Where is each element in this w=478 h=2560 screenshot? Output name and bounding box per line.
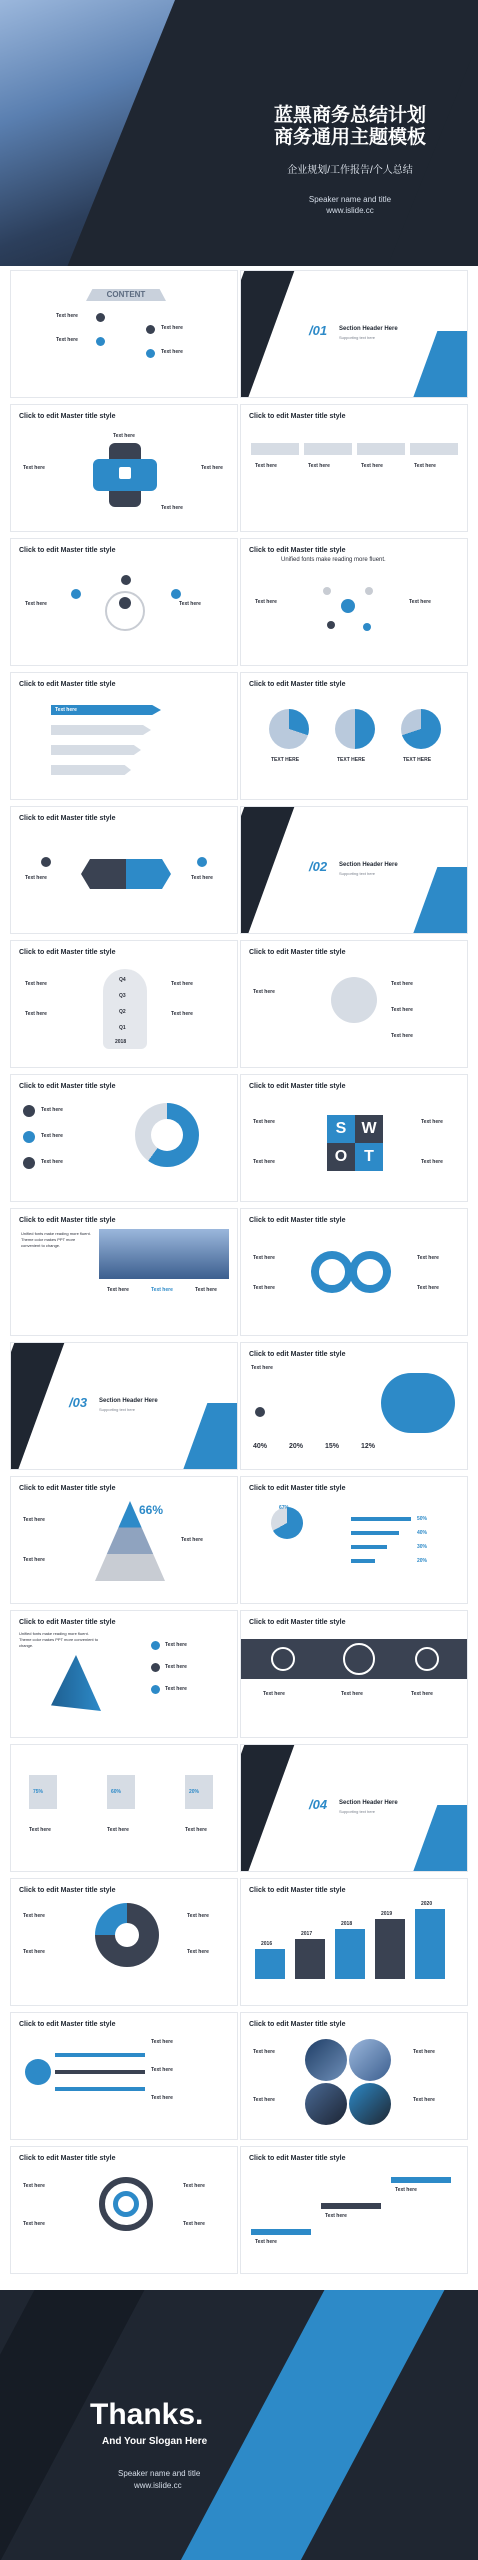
item-label: Text here [183,2221,205,2227]
item-label: Text here [413,2049,435,2055]
slide-title: Click to edit Master title style [19,681,116,688]
decor-shape [240,1745,294,1872]
year-label: 2016 [261,1941,273,1947]
plus-icon [119,467,131,479]
section-subtitle: Supporting text here [339,335,376,340]
slide-timeline-years[interactable] [240,1878,468,2006]
section-title: Section Header Here [339,1800,398,1806]
slide-four-cards[interactable] [240,404,468,532]
person-icon [119,597,131,609]
bullet-icon [96,313,105,322]
slide-infinity[interactable] [240,1208,468,1336]
slide-title: Click to edit Master title style [249,1619,346,1626]
bullet-icon [146,325,155,334]
card-header [251,443,299,455]
progress-bar [351,1517,411,1521]
slide-wheel[interactable] [10,1878,238,2006]
photo-circle [305,2039,347,2081]
slide-section-04[interactable] [240,1744,468,1872]
swot-t: T [355,1143,383,1171]
item-label: Text here [251,1365,273,1371]
progress-bar [351,1559,375,1563]
item-label: Text here [29,1827,51,1833]
quote-text: Unified fonts make reading more fluent. Theme color makes PPT more convenient to change. [21,1231,91,1248]
slide-title: Click to edit Master title style [19,547,116,554]
item-label: Text here [151,2039,173,2045]
item-label: Text here [185,1827,207,1833]
card-header [357,443,405,455]
bullet-icon [151,1685,160,1694]
bar-value: 40% [417,1530,428,1536]
cover-speaker: Speaker name and title [308,195,392,204]
step-header [321,2203,381,2209]
slide-title: Click to edit Master title style [249,413,346,420]
bullet-icon [255,1407,265,1417]
slide-title: Click to edit Master title style [19,1619,116,1626]
section-number: /02 [309,859,328,874]
swot-w: W [355,1115,383,1143]
hex-left [81,859,126,889]
item-label: Text here [41,1159,63,1165]
year-label: 2017 [301,1931,313,1937]
item-label: Text here [107,1827,129,1833]
item-label: Text here [417,1285,439,1291]
stat-value: 20% [289,1443,304,1450]
infinity-loop [349,1251,391,1293]
item-label: Text here [25,875,47,881]
decor-shape [405,1805,468,1872]
section-title: Section Header Here [339,326,398,332]
step-block [255,1949,285,1979]
item-label: Text here [413,2097,435,2103]
slide-cone[interactable] [10,1610,238,1738]
slide-photo-circles[interactable] [240,2012,468,2140]
item-label: Text here [151,2067,173,2073]
arrow-bar [51,765,131,775]
slide-section-01[interactable] [240,270,468,398]
slide-title: Click to edit Master title style [19,413,116,420]
slide-title: Click to edit Master title style [249,2021,346,2028]
item-label: Text here [41,1107,63,1113]
arrow-label: Text here [55,707,77,713]
quarter-label: Q4 [119,977,126,983]
slide-section-02[interactable] [240,806,468,934]
section-subtitle: Supporting text here [339,1809,376,1814]
cover-subtitle: 企业规划/工作报告/个人总结 [287,165,413,176]
network-node [327,621,335,629]
step-label: Text here [325,2213,347,2219]
step-block [375,1919,405,1979]
slide-title: Click to edit Master title style [249,1083,346,1090]
slide-section-03[interactable] [10,1342,238,1470]
slide-network[interactable] [240,538,468,666]
year-label: 2019 [381,1911,393,1917]
bullet-icon [41,857,51,867]
slide-title: Click to edit Master title style [19,1887,116,1894]
step-label: Text here [395,2187,417,2193]
item-label: Text here [171,981,193,987]
network-node [365,587,373,595]
item-label: Text here [23,2221,45,2227]
slide-pie-trio[interactable] [240,672,468,800]
year-label: 2018 [115,1039,127,1045]
slide-title: Click to edit Master title style [19,1485,116,1492]
item-label: Text here [391,1033,413,1039]
bar-value: 20% [417,1558,428,1564]
bullet-icon [23,1131,35,1143]
ring-chart [271,1507,303,1539]
arrow-bar [51,745,141,755]
bar-value: 30% [417,1544,428,1550]
item-label: Text here [165,1686,187,1692]
bar-value: 50% [417,1516,428,1522]
section-number: /03 [69,1395,88,1410]
item-label: Text here [23,1913,45,1919]
bullet-icon [23,1157,35,1169]
decor-shape [240,807,294,934]
cone-shape [51,1655,101,1711]
section-number: /01 [309,323,328,338]
slide-building-quote[interactable] [10,1208,238,1336]
slide-title: Click to edit Master title style [19,815,116,822]
decor-shape [10,1343,64,1470]
node-icon [171,589,181,599]
item-label: Text here [255,599,277,605]
item-label: Text here [341,1691,363,1697]
slide-world-map[interactable] [240,940,468,1068]
quarter-label: Q2 [119,1009,126,1015]
slide-title: Click to edit Master title style [249,681,346,688]
pie-label: TEXT HERE [337,757,366,763]
shield-icon [271,1647,295,1671]
pie-label: TEXT HERE [403,757,432,763]
swot-s: S [327,1115,355,1143]
network-node [323,587,331,595]
item-label: Text here [41,1133,63,1139]
item-label: Text here [23,465,45,471]
bullet-icon [23,1105,35,1117]
step-block [295,1939,325,1979]
slide-bulb-quarters[interactable] [10,940,238,1068]
accent-band [160,2290,461,2560]
item-label: Text here [417,1255,439,1261]
pie-label: TEXT HERE [271,757,300,763]
infinity-loop [311,1251,353,1293]
item-label: Text here [23,1517,45,1523]
slide-title: Click to edit Master title style [249,547,346,554]
item-label: Text here [263,1691,285,1697]
card-label: Text here [255,463,277,469]
item-label: Text here [391,981,413,987]
item-label: Text here [165,1664,187,1670]
slide-contents[interactable] [10,270,238,398]
thanks-speaker: Speaker name and title [118,2469,201,2478]
slide-title: Click to edit Master title style [249,1887,346,1894]
item-label: Text here [181,1537,203,1543]
item-label: Text here [151,2095,173,2101]
globe-icon [331,977,377,1023]
item-label: Text here [107,1287,129,1293]
slide-title: Click to edit Master title style [19,1083,116,1090]
slide-title: Click to edit Master title style [19,1217,116,1224]
item-label: Text here [411,1691,433,1697]
slide-social-values[interactable] [10,1744,238,1872]
target-ring [113,2191,139,2217]
slide-megaphone[interactable] [10,2012,238,2140]
item-label: Text here [161,505,183,511]
slide-title: Click to edit Master title style [249,949,346,956]
item-label: Text here [391,1007,413,1013]
item-label: Text here [187,1913,209,1919]
connector-line [55,2070,145,2074]
section-title: Section Header Here [99,1398,158,1404]
item-label: Text here [253,1255,275,1261]
bullet-icon [151,1663,160,1672]
slide-brain-stats[interactable] [240,1342,468,1470]
slide-title: Click to edit Master title style [19,2155,116,2162]
pie-chart [335,709,375,749]
slide-person-diagram[interactable] [10,538,238,666]
contents-title: CONTENT [106,290,146,299]
item-label: Text here [161,349,183,355]
item-label: Text here [421,1119,443,1125]
thanks-slogan: And Your Slogan Here [102,2436,208,2447]
photo-circle [349,2083,391,2125]
item-label: Text here [56,337,78,343]
thanks-title: Thanks. [90,2398,204,2431]
ring-percent: 67% [279,1505,290,1511]
value-label: 60% [111,1789,122,1795]
badge-icon [415,1647,439,1671]
item-label: Text here [195,1287,217,1293]
item-label: Text here [25,1011,47,1017]
card-label: Text here [361,463,383,469]
network-node [363,623,371,631]
item-label: Text here [253,989,275,995]
slide-steps[interactable] [240,2146,468,2274]
bullet-icon [146,349,155,358]
card-label: Text here [308,463,330,469]
step-block [415,1909,445,1979]
closing-slide [0,2290,478,2560]
bullet-icon [197,857,207,867]
item-label: Text here [161,325,183,331]
decor-shape [175,1403,238,1470]
slide-head-gear[interactable] [10,1074,238,1202]
node-icon [121,575,131,585]
item-label: Text here [25,981,47,987]
hex-right [126,859,171,889]
item-label: Text here [179,601,201,607]
swot-o: O [327,1143,355,1171]
item-label: Text here [23,2183,45,2189]
slide-title: Click to edit Master title style [19,949,116,956]
connector-line [55,2087,145,2091]
stat-value: 40% [253,1443,268,1450]
pie-chart [401,709,441,749]
item-label: Text here [409,599,431,605]
bullet-icon [96,337,105,346]
step-label: Text here [255,2239,277,2245]
photo-circle [305,2083,347,2125]
slide-title: Click to edit Master title style [249,1217,346,1224]
thanks-website: www.islide.cc [134,2481,182,2490]
slide-icon-banner[interactable] [240,1610,468,1738]
value-label: 75% [33,1789,44,1795]
slide-pyramid[interactable] [10,1476,238,1604]
item-label: Text here [201,465,223,471]
section-subtitle: Supporting text here [339,871,376,876]
photo-circle [349,2039,391,2081]
stat-value: 12% [361,1443,376,1450]
item-label: Text here [171,1011,193,1017]
slide-hexagon[interactable] [10,806,238,934]
item-label: Text here [23,1557,45,1563]
step-header [391,2177,451,2183]
gauge-icon [343,1643,375,1675]
slide-target[interactable] [10,2146,238,2274]
quote-text: Unified fonts make reading more fluent. Theme color makes PPT more convenient to change. [19,1631,99,1648]
item-label: Text here [191,875,213,881]
cover-slide [0,0,478,266]
megaphone-icon [25,2059,51,2085]
cover-website: www.islide.cc [326,206,374,215]
value-label: 20% [189,1789,200,1795]
slide-headline: Unified fonts make reading more fluent. [281,557,386,563]
slide-cross-diagram[interactable] [10,404,238,532]
slide-title: Click to edit Master title style [249,1485,346,1492]
slide-progress-bars[interactable] [240,1476,468,1604]
section-title: Section Header Here [339,862,398,868]
pyramid-percent: 66% [139,1503,164,1517]
quarter-label: Q1 [119,1025,126,1031]
slide-swot[interactable] [240,1074,468,1202]
pie-chart [269,709,309,749]
item-label: Text here [253,2049,275,2055]
progress-bar [351,1531,399,1535]
item-label: Text here [56,313,78,319]
decor-shape [405,331,468,398]
ring-hole [151,1119,183,1151]
year-label: 2020 [421,1901,433,1907]
card-label: Text here [414,463,436,469]
quarter-label: Q3 [119,993,126,999]
cover-title-line1: 蓝黑商务总结计划 [273,105,426,126]
slide-title: Click to edit Master title style [249,1351,346,1358]
brain-shape [381,1373,455,1433]
slide-arrows[interactable] [10,672,238,800]
bullet-icon [151,1641,160,1650]
decor-shape [405,867,468,934]
item-label: Text here [23,1949,45,1955]
section-subtitle: Supporting text here [99,1407,136,1412]
item-label: Text here [421,1159,443,1165]
node-icon [71,589,81,599]
item-label: Text here [25,601,47,607]
item-label: Text here [253,1159,275,1165]
item-label: Text here [253,2097,275,2103]
cover-text [230,105,470,216]
stat-value: 15% [325,1443,340,1450]
section-number: /04 [309,1797,328,1812]
item-label: Text here [253,1119,275,1125]
progress-bar [351,1545,387,1549]
item-label: Text here [165,1642,187,1648]
wheel-hub [115,1923,139,1947]
year-label: 2018 [341,1921,353,1927]
card-header [304,443,352,455]
item-label: Text here [151,1287,173,1293]
item-label: Text here [187,1949,209,1955]
step-header [251,2229,311,2235]
arrow-bar [51,725,151,735]
connector-line [55,2053,145,2057]
item-label: Text here [113,433,135,439]
item-label: Text here [183,2183,205,2189]
card-header [410,443,458,455]
slide-title: Click to edit Master title style [19,2021,116,2028]
step-block [335,1929,365,1979]
network-node [341,599,355,613]
building-photo [99,1229,229,1279]
item-label: Text here [253,1285,275,1291]
cover-title-line2: 商务通用主题模板 [273,127,426,148]
decor-shape [240,271,294,398]
slide-title: Click to edit Master title style [249,2155,346,2162]
